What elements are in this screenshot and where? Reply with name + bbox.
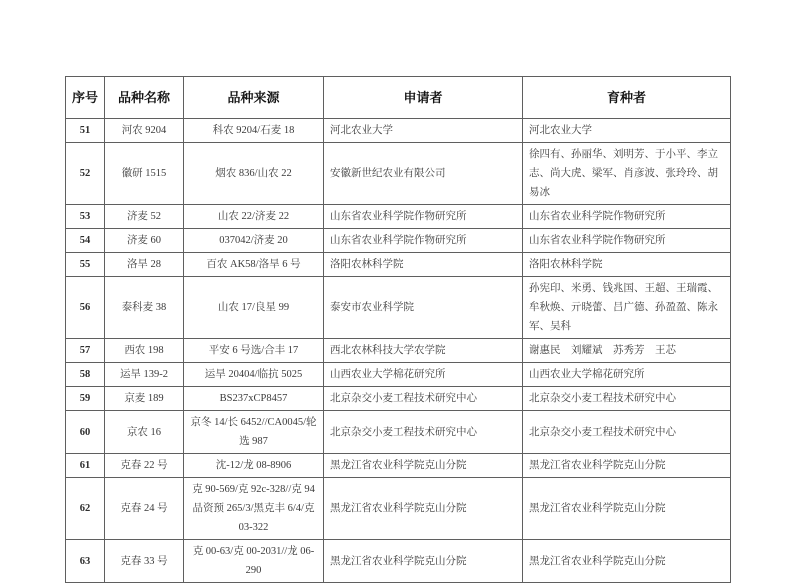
table-row [66,143,731,205]
cell-variety-source: 京冬 14/长 6452//CA0045/轮选 987 [184,411,324,454]
cell-variety-name: 克春 22 号 [105,454,184,478]
cell-variety-source: BS237xCP8457 [184,387,324,411]
cell-serial-number: 58 [66,363,105,387]
cell-breeder: 洛阳农林科学院 [523,253,731,277]
table-row [66,339,731,363]
col-header-variety-name: 品种名称 [105,77,184,119]
cell-serial-number: 59 [66,387,105,411]
cell-applicant: 山西农业大学棉花研究所 [324,363,523,387]
cell-applicant: 黑龙江省农业科学院克山分院 [324,540,523,583]
table-row [66,478,731,540]
cell-serial-number: 54 [66,229,105,253]
cell-variety-name: 运旱 139-2 [105,363,184,387]
cell-variety-source: 烟农 836/山农 22 [184,143,324,205]
cell-applicant: 黑龙江省农业科学院克山分院 [324,454,523,478]
cell-variety-source: 沈-12/龙 08-8906 [184,454,324,478]
cell-applicant: 河北农业大学 [324,119,523,143]
cell-breeder: 北京杂交小麦工程技术研究中心 [523,411,731,454]
table-row [66,387,731,411]
table-header [66,77,731,119]
cell-serial-number: 53 [66,205,105,229]
cell-variety-source: 科农 9204/石麦 18 [184,119,324,143]
cell-applicant: 黑龙江省农业科学院克山分院 [324,478,523,540]
cell-serial-number: 55 [66,253,105,277]
col-header-breeder: 育种者 [523,77,731,119]
cell-variety-name: 克春 24 号 [105,478,184,540]
cell-breeder: 徐四有、孙丽华、刘明芳、于小平、李立志、尚大虎、梁军、肖彦波、张玲玲、胡易冰 [523,143,731,205]
cell-breeder: 山西农业大学棉花研究所 [523,363,731,387]
cell-breeder: 北京杂交小麦工程技术研究中心 [523,387,731,411]
cell-variety-source: 运旱 20404/临抗 5025 [184,363,324,387]
cell-applicant: 西北农林科技大学农学院 [324,339,523,363]
col-header-serial-number: 序号 [66,77,105,119]
cell-serial-number: 52 [66,143,105,205]
cell-variety-source: 克 00-63/克 00-2031//龙 06-290 [184,540,324,583]
variety-table [65,76,731,583]
cell-applicant: 北京杂交小麦工程技术研究中心 [324,387,523,411]
cell-applicant: 山东省农业科学院作物研究所 [324,205,523,229]
cell-serial-number: 61 [66,454,105,478]
cell-applicant: 泰安市农业科学院 [324,277,523,339]
table-row [66,454,731,478]
cell-variety-name: 洛旱 28 [105,253,184,277]
cell-serial-number: 56 [66,277,105,339]
cell-variety-source: 克 90-569/克 92c-328//克 94 品资预 265/3/黑克丰 6/4/克 03-322 [184,478,324,540]
cell-breeder: 山东省农业科学院作物研究所 [523,205,731,229]
table-row [66,205,731,229]
cell-breeder: 黑龙江省农业科学院克山分院 [523,540,731,583]
cell-applicant: 北京杂交小麦工程技术研究中心 [324,411,523,454]
cell-applicant: 洛阳农林科学院 [324,253,523,277]
cell-serial-number: 57 [66,339,105,363]
col-header-variety-source: 品种来源 [184,77,324,119]
table-row [66,540,731,583]
table-body [66,119,731,583]
cell-variety-name: 徽研 1515 [105,143,184,205]
cell-variety-name: 克春 33 号 [105,540,184,583]
cell-variety-name: 济麦 52 [105,205,184,229]
table-row [66,363,731,387]
cell-variety-source: 平安 6 号选/合丰 17 [184,339,324,363]
cell-variety-name: 泰科麦 38 [105,277,184,339]
cell-variety-name: 京农 16 [105,411,184,454]
cell-applicant: 安徽新世纪农业有限公司 [324,143,523,205]
table-row [66,253,731,277]
table-row [66,229,731,253]
cell-variety-name: 西农 198 [105,339,184,363]
table-row [66,411,731,454]
cell-variety-source: 百农 AK58/洛旱 6 号 [184,253,324,277]
header-row [66,77,731,119]
cell-serial-number: 62 [66,478,105,540]
cell-breeder: 孙宪印、米勇、钱兆国、王超、王瑞霞、牟秋焕、亓晓蕾、吕广德、孙盈盈、陈永军、吴科 [523,277,731,339]
cell-breeder: 河北农业大学 [523,119,731,143]
cell-variety-source: 山农 17/良星 99 [184,277,324,339]
cell-variety-source: 037042/济麦 20 [184,229,324,253]
cell-variety-name: 济麦 60 [105,229,184,253]
cell-breeder: 黑龙江省农业科学院克山分院 [523,454,731,478]
cell-serial-number: 63 [66,540,105,583]
cell-variety-source: 山农 22/济麦 22 [184,205,324,229]
cell-breeder: 山东省农业科学院作物研究所 [523,229,731,253]
table-row [66,277,731,339]
col-header-applicant: 申请者 [324,77,523,119]
cell-applicant: 山东省农业科学院作物研究所 [324,229,523,253]
table-row [66,119,731,143]
cell-breeder: 谢惠民 刘耀斌 苏秀芳 王芯 [523,339,731,363]
cell-variety-name: 京麦 189 [105,387,184,411]
cell-serial-number: 60 [66,411,105,454]
cell-breeder: 黑龙江省农业科学院克山分院 [523,478,731,540]
cell-serial-number: 51 [66,119,105,143]
cell-variety-name: 河农 9204 [105,119,184,143]
